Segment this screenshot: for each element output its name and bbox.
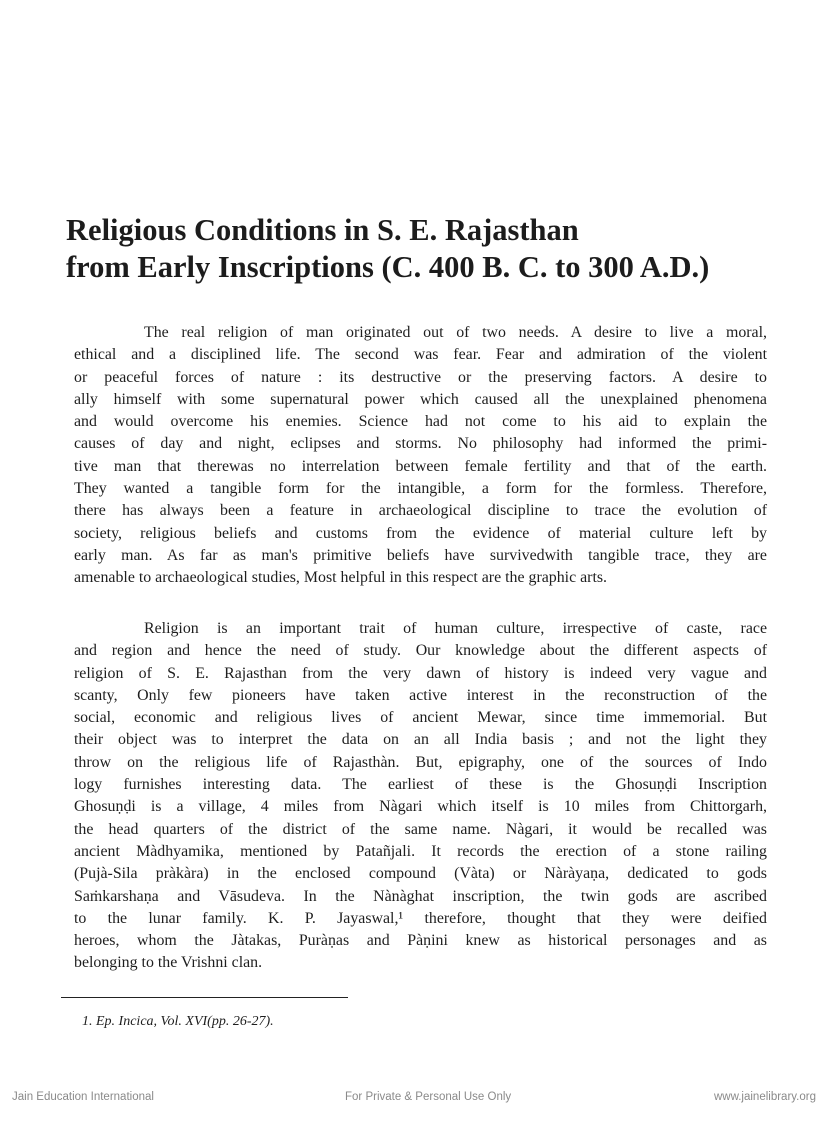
paragraph-line: They wanted a tangible form for the intangible, a form for the formless. Therefore, bbox=[74, 480, 767, 498]
paragraph-line: Religion is an important trait of human culture, irrespective of caste, race bbox=[144, 620, 767, 637]
paragraph-line: their object was to interpret the data on an all India basis ; and not the light they bbox=[74, 731, 767, 749]
paragraph-line: The real religion of man originated out of two needs. A desire to live a moral, bbox=[144, 324, 767, 341]
paragraph-line: society, religious beliefs and customs from the evidence of material culture left by bbox=[74, 524, 767, 542]
footer-website-link[interactable]: www.jainelibrary.org bbox=[713, 1091, 816, 1103]
paragraph-line: ally himself with some supernatural power which caused all the unexplained phenomena bbox=[74, 390, 767, 408]
paragraph-line: ethical and a disciplined life. The second was fear. Fear and admiration of the violent bbox=[74, 346, 767, 364]
paragraph-line: amenable to archaeological studies, Most helpful in this respect are the graphic arts. bbox=[74, 569, 608, 587]
paragraph-line: logy furnishes interesting data. The earliest of these is the Ghosuṇḍi Inscription bbox=[74, 776, 767, 794]
paragraph-line: to the lunar family. K. P. Jayaswal,¹ therefore, thought that they were deified bbox=[74, 909, 767, 927]
paragraph-line: Ghosuṇḍi is a village, 4 miles from Nàgari which itself is 10 miles from Chittorgarh, bbox=[74, 798, 767, 816]
paragraph-line: belonging to the Vrishni clan. bbox=[74, 954, 263, 972]
paragraph-line: religion of S. E. Rajasthan from the very dawn of history is indeed very vague and bbox=[74, 664, 767, 682]
footer-usage-note: For Private & Personal Use Only bbox=[345, 1091, 512, 1103]
paragraph-line: social, economic and religious lives of ancient Mewar, since time immemorial. But bbox=[74, 709, 767, 727]
paragraph-line: tive man that therewas no interrelation between female fertility and that of the earth. bbox=[74, 457, 767, 475]
paragraph-line: heroes, whom the Jàtakas, Puràṇas and Pàṇini knew as historical personages and as bbox=[74, 932, 767, 950]
title-line-1: Religious Conditions in S. E. Rajasthan bbox=[66, 213, 579, 247]
paragraph-line: and region and hence the need of study. Our knowledge about the different aspects of bbox=[74, 642, 767, 660]
paragraph-line: or peaceful forces of nature : its destructive or the preserving factors. A desire to bbox=[74, 368, 767, 386]
paragraph-line: Saṁkarshaṇa and Vāsudeva. In the Nànàghat inscription, the twin gods are ascribed bbox=[74, 887, 767, 905]
footer-publisher: Jain Education International bbox=[12, 1091, 154, 1103]
paragraph-line: throw on the religious life of Rajasthàn. But, epigraphy, one of the sources of Indo bbox=[74, 753, 767, 771]
paragraph-line: there has always been a feature in archaeological discipline to trace the evolution of bbox=[74, 502, 767, 520]
title-line-2: from Early Inscriptions (C. 400 B. C. to 300 A.D.) bbox=[66, 250, 710, 284]
paragraph-line: (Pujà-Sila pràkàra) in the enclosed compound (Vàta) or Nàràyaṇa, dedicated to gods bbox=[74, 865, 767, 883]
paragraph-line: the head quarters of the district of the same name. Nàgari, it would be recalled was bbox=[74, 820, 767, 838]
paragraph-line: scanty, Only few pioneers have taken active interest in the reconstruction of the bbox=[74, 686, 767, 704]
paragraph-line: and would overcome his enemies. Science had not come to his aid to explain the bbox=[74, 413, 767, 431]
footnote: 1. Ep. Incica, Vol. XVI(pp. 26-27). bbox=[82, 1014, 274, 1029]
body-paragraph-2 bbox=[74, 618, 767, 975]
paragraph-line: early man. As far as man's primitive beliefs have survivedwith tangible trace, they are bbox=[74, 546, 767, 564]
article-title bbox=[66, 212, 786, 286]
body-paragraph-1 bbox=[74, 322, 767, 590]
paragraph-line: ancient Màdhyamika, mentioned by Patañjali. It records the erection of a stone railing bbox=[74, 842, 767, 860]
footnote-divider bbox=[61, 997, 348, 998]
paragraph-line: causes of day and night, eclipses and storms. No philosophy had informed the primi- bbox=[74, 435, 767, 453]
